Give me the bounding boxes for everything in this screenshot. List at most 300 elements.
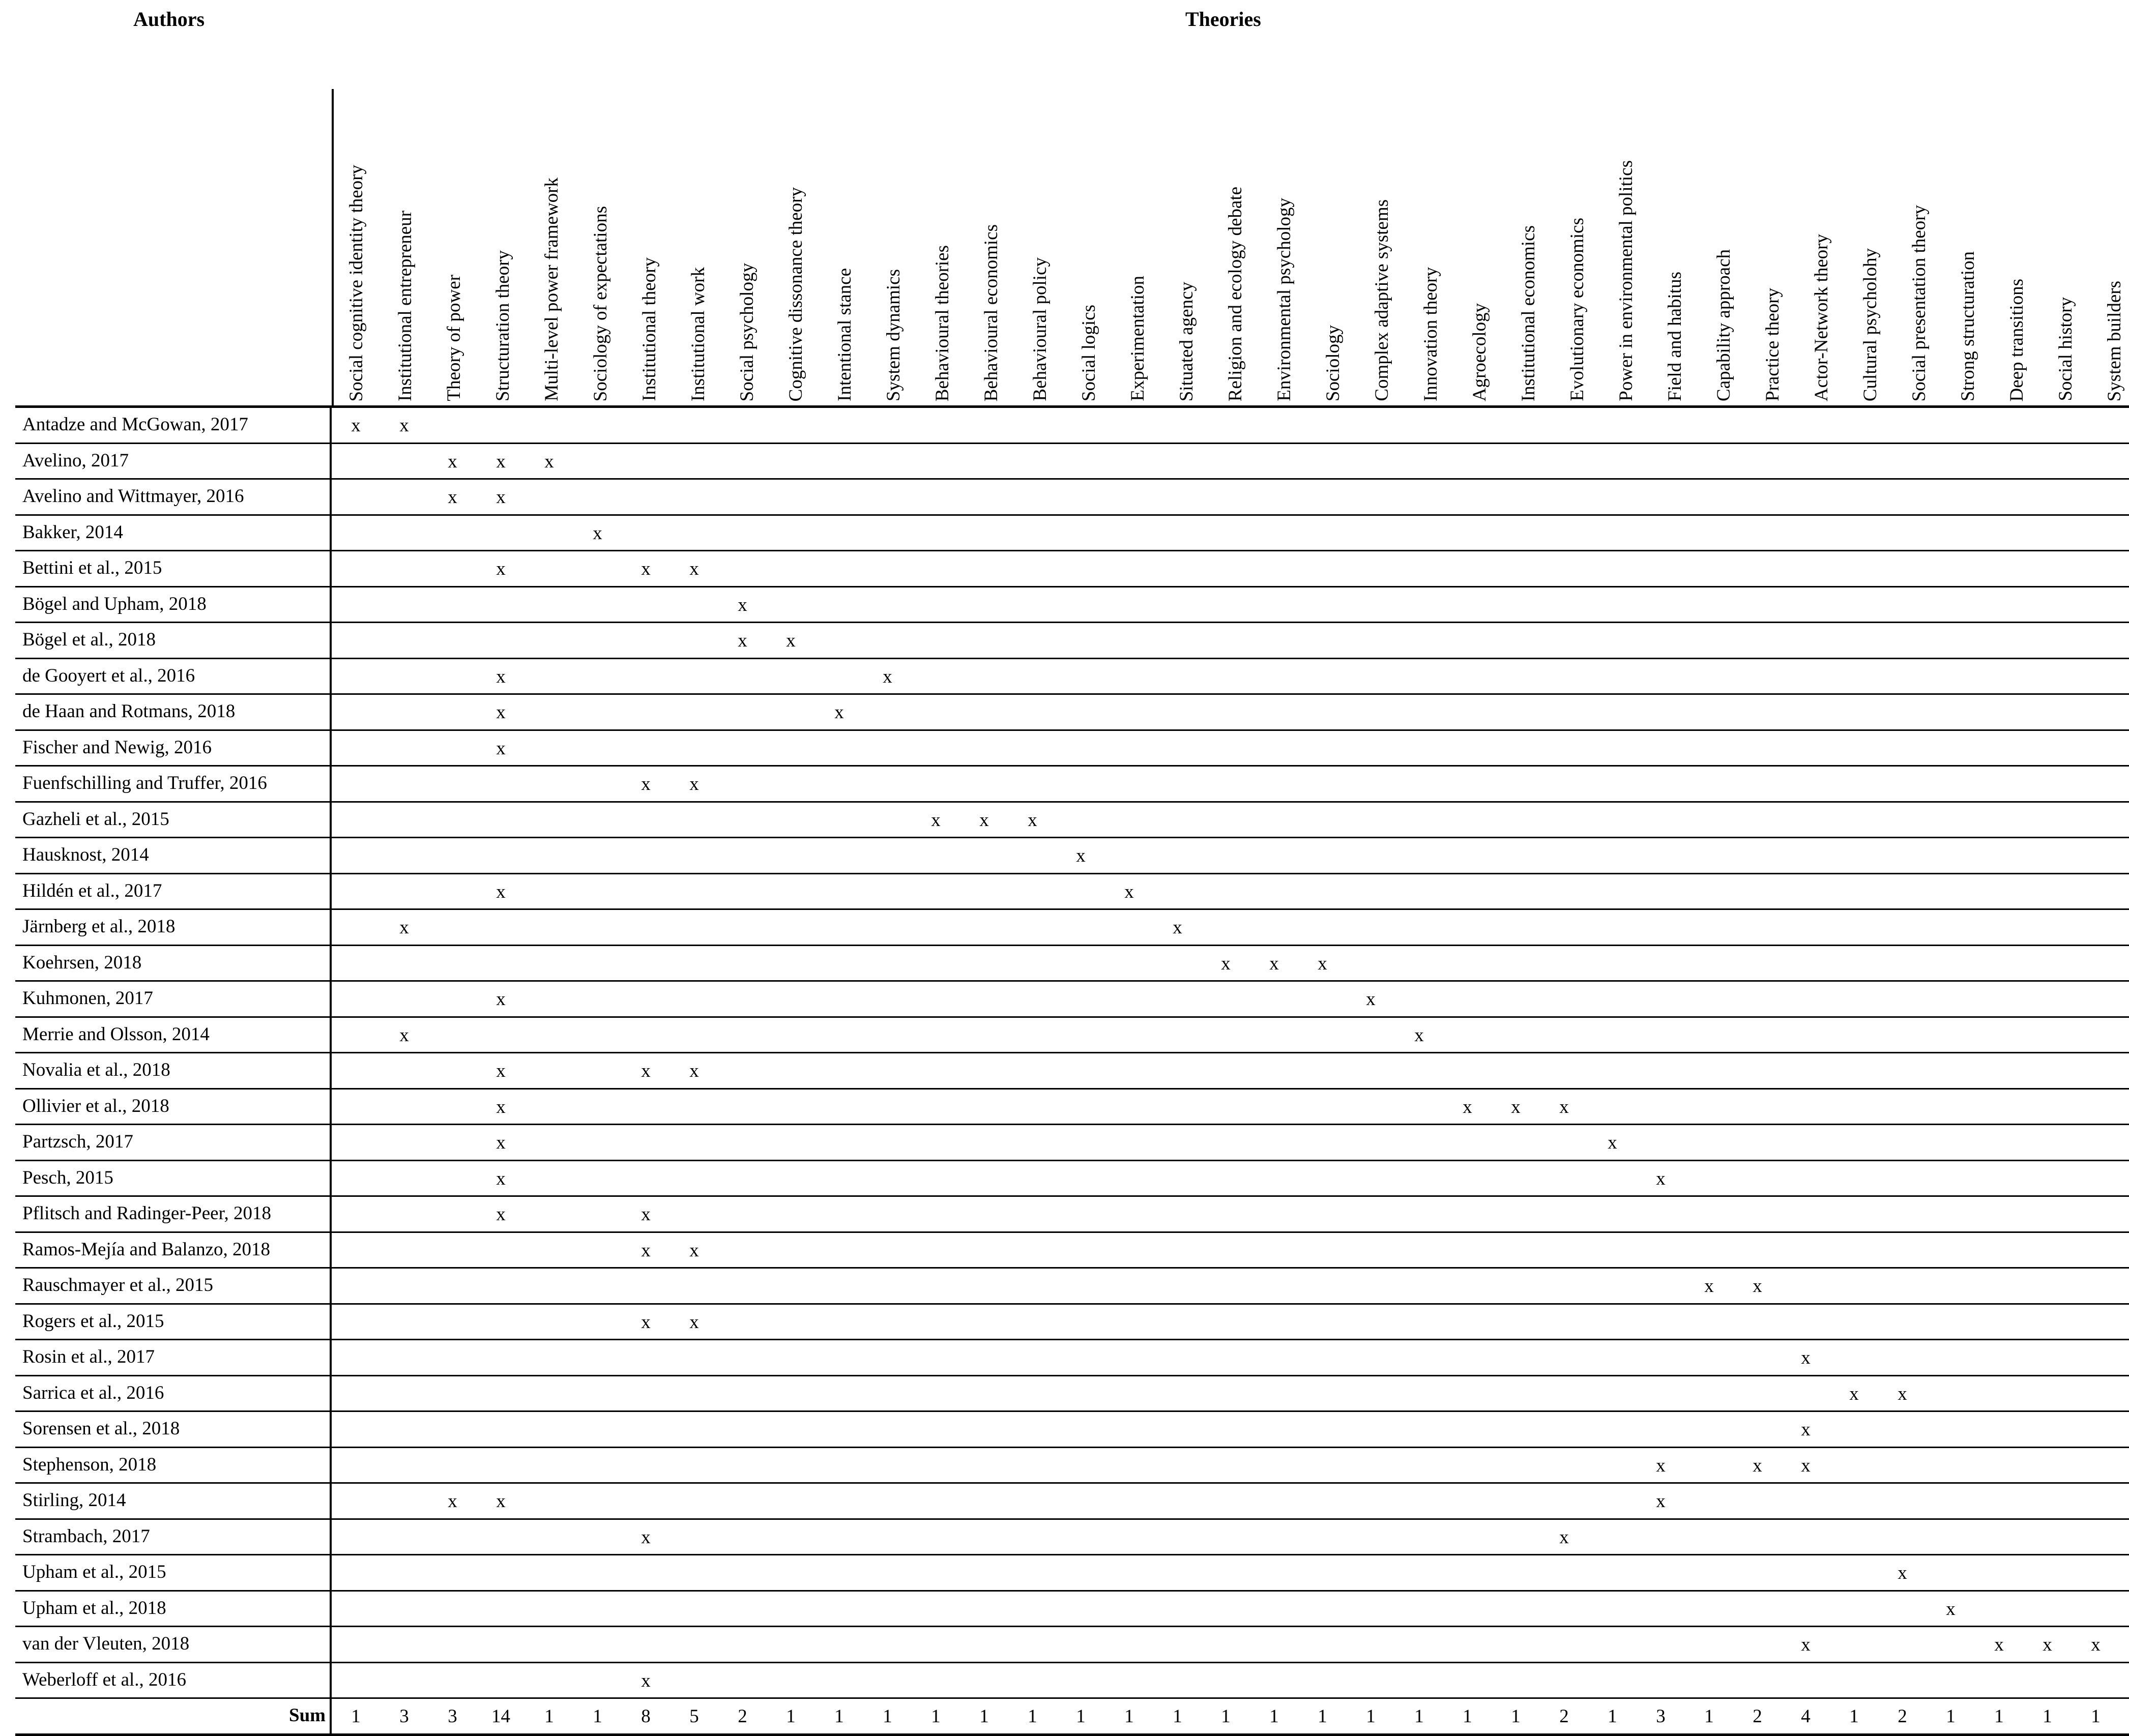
empty-cell [1927, 731, 1975, 766]
empty-cell [718, 1627, 767, 1662]
empty-cell [960, 1376, 1008, 1411]
empty-cell [1540, 1663, 1588, 1698]
empty-cell [573, 480, 622, 514]
table-row [15, 1053, 2129, 1090]
mark-cell: x [1366, 989, 1376, 1010]
empty-cell [815, 1448, 863, 1483]
empty-cell [380, 982, 428, 1016]
empty-cell [1733, 874, 1782, 909]
empty-cell [1685, 1053, 1733, 1088]
empty-cell [1540, 1340, 1588, 1375]
empty-cell [1395, 1412, 1443, 1447]
empty-cell [332, 982, 380, 1016]
empty-cell [1105, 1484, 1153, 1518]
empty-cell [1830, 1592, 1878, 1626]
mark-cell: x [931, 809, 941, 831]
mark-cell: x [641, 1311, 651, 1333]
empty-cell [670, 587, 718, 622]
empty-cell [1298, 444, 1347, 479]
empty-cell [1878, 1233, 1927, 1268]
empty-cell [2072, 659, 2120, 694]
empty-cell [1878, 1161, 1927, 1196]
empty-cell [1008, 910, 1057, 945]
empty-cell [380, 1448, 428, 1483]
empty-cell [622, 1376, 670, 1411]
empty-cell [912, 1053, 960, 1088]
empty-cell [1927, 1233, 1975, 1268]
empty-cell [332, 1305, 380, 1339]
table-row [15, 551, 2129, 587]
empty-cell [573, 659, 622, 694]
empty-cell [477, 1305, 525, 1339]
sum-cell: 2 [1559, 1706, 1569, 1727]
empty-cell [622, 874, 670, 909]
empty-cell [573, 1592, 622, 1626]
empty-cell [1250, 516, 1298, 550]
empty-cell [1733, 444, 1782, 479]
empty-cell [863, 623, 912, 658]
empty-cell [1105, 838, 1153, 873]
empty-cell [1927, 1663, 1975, 1698]
empty-cell [1395, 910, 1443, 945]
empty-cell [718, 480, 767, 514]
empty-cell [1298, 516, 1347, 550]
empty-cell [1395, 1448, 1443, 1483]
empty-cell [525, 1484, 573, 1518]
empty-cell [767, 408, 815, 443]
empty-cell [1105, 1376, 1153, 1411]
empty-cell [1975, 659, 2023, 694]
empty-cell [1927, 1090, 1975, 1124]
empty-cell [1202, 910, 1250, 945]
empty-cell [1298, 1627, 1347, 1662]
empty-cell [1250, 408, 1298, 443]
empty-cell [1395, 480, 1443, 514]
empty-cell [2023, 1018, 2072, 1052]
empty-cell [1492, 910, 1540, 945]
theory-column-header [676, 89, 724, 405]
empty-cell [622, 659, 670, 694]
empty-cell [815, 1269, 863, 1303]
empty-cell [2023, 1448, 2072, 1483]
empty-cell [1830, 1520, 1878, 1554]
mark-cell: x [1656, 1491, 1666, 1512]
author-cell: Ollivier et al., 2018 [15, 1090, 332, 1124]
empty-cell [573, 1161, 622, 1196]
empty-cell [2072, 1233, 2120, 1268]
empty-cell [622, 982, 670, 1016]
empty-cell [380, 1555, 428, 1590]
theory-column-header [920, 89, 969, 405]
empty-cell [622, 623, 670, 658]
mark-cell: x [641, 558, 651, 579]
empty-cell [1733, 1197, 1782, 1231]
empty-cell [477, 1376, 525, 1411]
empty-cell [1202, 623, 1250, 658]
empty-cell [1153, 1340, 1202, 1375]
empty-cell [1298, 1484, 1347, 1518]
empty-cell [1975, 1520, 2023, 1554]
empty-cell [1685, 838, 1733, 873]
empty-cell [1395, 946, 1443, 981]
author-cell: Upham et al., 2015 [15, 1555, 332, 1590]
empty-cell [1927, 767, 1975, 801]
table-row [15, 1197, 2129, 1233]
theory-column-header [1555, 89, 1603, 405]
empty-cell [1153, 1197, 1202, 1231]
empty-cell [718, 767, 767, 801]
empty-cell [380, 1161, 428, 1196]
empty-cell [863, 1627, 912, 1662]
empty-cell [912, 1520, 960, 1554]
empty-cell [1685, 874, 1733, 909]
empty-cell [1057, 731, 1105, 766]
empty-cell [1347, 838, 1395, 873]
table-row [15, 1555, 2129, 1592]
empty-cell [767, 803, 815, 837]
empty-cell [2072, 1448, 2120, 1483]
empty-cell [718, 1663, 767, 1698]
empty-cell [1008, 1412, 1057, 1447]
table-row [15, 910, 2129, 946]
empty-cell [1395, 803, 1443, 837]
empty-cell [622, 695, 670, 729]
empty-cell [1153, 874, 1202, 909]
empty-cell [1250, 1663, 1298, 1698]
authors-heading: Authors [133, 8, 205, 31]
empty-cell [1008, 1018, 1057, 1052]
empty-cell [2023, 1090, 2072, 1124]
empty-cell [767, 1053, 815, 1088]
empty-cell [1008, 623, 1057, 658]
empty-cell [525, 982, 573, 1016]
empty-cell [2023, 874, 2072, 909]
empty-cell [1878, 623, 1927, 658]
empty-cell [1443, 767, 1492, 801]
empty-cell [1250, 1090, 1298, 1124]
empty-cell [1443, 1161, 1492, 1196]
empty-cell [815, 1053, 863, 1088]
empty-cell [332, 659, 380, 694]
empty-cell [332, 1233, 380, 1268]
empty-cell [912, 874, 960, 909]
table-row [15, 982, 2129, 1018]
empty-cell [767, 1376, 815, 1411]
author-cell: Hausknost, 2014 [15, 838, 332, 873]
empty-cell [1443, 1520, 1492, 1554]
empty-cell [477, 1663, 525, 1698]
theory-column-header [480, 89, 529, 405]
author-cell: Gazheli et al., 2015 [15, 803, 332, 837]
empty-cell [670, 444, 718, 479]
author-cell: Hildén et al., 2017 [15, 874, 332, 909]
theory-column-header [627, 89, 676, 405]
empty-cell [1733, 480, 1782, 514]
empty-cell [1057, 1484, 1105, 1518]
empty-cell [1733, 623, 1782, 658]
empty-cell [332, 587, 380, 622]
empty-cell [1830, 695, 1878, 729]
empty-cell [670, 803, 718, 837]
empty-cell [622, 1125, 670, 1160]
empty-cell [428, 587, 477, 622]
empty-cell [332, 1125, 380, 1160]
empty-cell [960, 1663, 1008, 1698]
theory-label: Practice theory [1762, 288, 1783, 401]
empty-cell [1105, 803, 1153, 837]
empty-cell [622, 803, 670, 837]
empty-cell [1637, 659, 1685, 694]
empty-cell [1057, 874, 1105, 909]
empty-cell [1057, 587, 1105, 622]
empty-cell [2023, 695, 2072, 729]
empty-cell [2072, 1018, 2120, 1052]
empty-cell [525, 408, 573, 443]
empty-cell [1492, 1269, 1540, 1303]
mark-cell: x [738, 594, 747, 615]
empty-cell [1347, 1520, 1395, 1554]
empty-cell [1298, 1053, 1347, 1088]
mark-cell: x [496, 702, 506, 723]
empty-cell [815, 1592, 863, 1626]
theory-label: Social logics [1078, 304, 1099, 401]
empty-cell [1008, 731, 1057, 766]
empty-cell [525, 695, 573, 729]
empty-cell [670, 516, 718, 550]
empty-cell [1830, 1125, 1878, 1160]
mark-cell: x [1269, 953, 1279, 974]
empty-cell [1878, 695, 1927, 729]
empty-cell [2072, 1555, 2120, 1590]
empty-cell [1250, 731, 1298, 766]
empty-cell [1830, 408, 1878, 443]
empty-cell [428, 946, 477, 981]
sum-cell: 5 [689, 1706, 699, 1727]
author-cell: Ramos-Mejía and Balanzo, 2018 [15, 1233, 332, 1268]
theory-label: Strong structuration [1958, 251, 1978, 401]
empty-cell [1540, 767, 1588, 801]
empty-cell [1008, 1376, 1057, 1411]
empty-cell [1540, 551, 1588, 586]
empty-cell [912, 1484, 960, 1518]
empty-cell [525, 551, 573, 586]
empty-cell [1975, 623, 2023, 658]
theory-column-header [1701, 89, 1750, 405]
mark-cell: x [641, 1061, 651, 1081]
empty-cell [1057, 1053, 1105, 1088]
author-cell: Rauschmayer et al., 2015 [15, 1269, 332, 1303]
empty-cell [1685, 1627, 1733, 1662]
empty-cell [1057, 1125, 1105, 1160]
mark-cell: x [1704, 1276, 1714, 1297]
empty-cell [1298, 659, 1347, 694]
empty-cell [960, 910, 1008, 945]
empty-cell [815, 1376, 863, 1411]
author-cell: Bögel and Upham, 2018 [15, 587, 332, 622]
empty-cell [1927, 838, 1975, 873]
empty-cell [2023, 1161, 2072, 1196]
empty-cell [960, 1448, 1008, 1483]
empty-cell [525, 767, 573, 801]
empty-cell [1008, 1627, 1057, 1662]
empty-cell [1347, 1018, 1395, 1052]
empty-cell [1878, 1125, 1927, 1160]
empty-cell [1830, 910, 1878, 945]
empty-cell [1830, 659, 1878, 694]
empty-cell [1153, 1663, 1202, 1698]
empty-cell [1153, 1053, 1202, 1088]
table-row [15, 1340, 2129, 1376]
empty-cell [1830, 1484, 1878, 1518]
empty-cell [428, 659, 477, 694]
empty-cell [1057, 1305, 1105, 1339]
empty-cell [1298, 1018, 1347, 1052]
empty-cell [1008, 1663, 1057, 1698]
empty-cell [1733, 982, 1782, 1016]
empty-cell [1637, 516, 1685, 550]
empty-cell [1057, 1412, 1105, 1447]
empty-cell [332, 1448, 380, 1483]
empty-cell [525, 946, 573, 981]
empty-cell [1250, 1161, 1298, 1196]
empty-cell [1733, 838, 1782, 873]
empty-cell [2072, 408, 2120, 443]
empty-cell [670, 1592, 718, 1626]
empty-cell [332, 623, 380, 658]
empty-cell [1298, 1448, 1347, 1483]
empty-cell [912, 1161, 960, 1196]
empty-cell [912, 551, 960, 586]
theory-label: Social presentation theory [1909, 204, 1930, 401]
empty-cell [1540, 1018, 1588, 1052]
table-row [15, 838, 2129, 874]
empty-cell [1492, 444, 1540, 479]
empty-cell [1153, 587, 1202, 622]
table-row [15, 444, 2129, 480]
empty-cell [670, 408, 718, 443]
empty-cell [718, 982, 767, 1016]
empty-cell [1733, 1053, 1782, 1088]
empty-cell [525, 587, 573, 622]
theory-label: Multi-level power framework [541, 178, 562, 401]
empty-cell [1927, 982, 1975, 1016]
empty-cell [573, 695, 622, 729]
empty-cell [1878, 1090, 1927, 1124]
empty-cell [477, 838, 525, 873]
empty-cell [1878, 444, 1927, 479]
empty-cell [1395, 1484, 1443, 1518]
empty-cell [1637, 1627, 1685, 1662]
empty-cell [1540, 1305, 1588, 1339]
empty-cell [2023, 587, 2072, 622]
empty-cell [960, 946, 1008, 981]
empty-cell [525, 1197, 573, 1231]
empty-cell [573, 551, 622, 586]
empty-cell [1298, 1520, 1347, 1554]
empty-cell [912, 516, 960, 550]
empty-cell [1492, 659, 1540, 694]
theory-column-header [2043, 89, 2092, 405]
empty-cell [477, 946, 525, 981]
empty-cell [1782, 1090, 1830, 1124]
empty-cell [477, 623, 525, 658]
empty-cell [525, 1555, 573, 1590]
empty-cell [1057, 551, 1105, 586]
empty-cell [1927, 1448, 1975, 1483]
theory-column-header [1115, 89, 1164, 405]
empty-cell [1105, 1053, 1153, 1088]
empty-cell [1347, 659, 1395, 694]
empty-cell [1347, 1233, 1395, 1268]
empty-cell [960, 587, 1008, 622]
empty-cell [815, 480, 863, 514]
sum-cell: 1 [1608, 1706, 1617, 1727]
empty-cell [332, 767, 380, 801]
table-row [15, 480, 2129, 516]
empty-cell [2023, 767, 2072, 801]
mark-cell: x [2091, 1634, 2101, 1655]
theory-column-header [334, 89, 383, 405]
empty-cell [1927, 1412, 1975, 1447]
author-cell: van der Vleuten, 2018 [15, 1627, 332, 1662]
empty-cell [2023, 1233, 2072, 1268]
mark-cell: x [689, 1240, 699, 1261]
empty-cell [1443, 1053, 1492, 1088]
empty-cell [2072, 1484, 2120, 1518]
empty-cell [1540, 444, 1588, 479]
empty-cell [767, 1412, 815, 1447]
empty-cell [573, 1376, 622, 1411]
empty-cell [477, 1340, 525, 1375]
empty-cell [1347, 874, 1395, 909]
empty-cell [863, 1125, 912, 1160]
empty-cell [670, 1161, 718, 1196]
mark-cell: x [1898, 1563, 1907, 1583]
empty-cell [428, 623, 477, 658]
empty-cell [1008, 1053, 1057, 1088]
sum-cell: 1 [544, 1706, 554, 1727]
empty-cell [1588, 1663, 1637, 1698]
empty-cell [1008, 1161, 1057, 1196]
empty-cell [1008, 1555, 1057, 1590]
empty-cell [525, 910, 573, 945]
empty-cell [1975, 1269, 2023, 1303]
empty-cell [718, 1448, 767, 1483]
empty-cell [863, 1448, 912, 1483]
theory-column-header [871, 89, 920, 405]
theory-label: System builders [2104, 280, 2125, 401]
empty-cell [525, 1161, 573, 1196]
empty-cell [1540, 659, 1588, 694]
empty-cell [1153, 695, 1202, 729]
table-row [15, 408, 2129, 444]
empty-cell [1008, 587, 1057, 622]
empty-cell [1685, 1125, 1733, 1160]
empty-cell [380, 1484, 428, 1518]
empty-cell [573, 1090, 622, 1124]
empty-cell [863, 1376, 912, 1411]
empty-cell [1057, 444, 1105, 479]
empty-cell [1685, 1592, 1733, 1626]
empty-cell [1540, 587, 1588, 622]
empty-cell [1975, 587, 2023, 622]
empty-cell [525, 1592, 573, 1626]
empty-cell [863, 838, 912, 873]
empty-cell [1057, 695, 1105, 729]
empty-cell [1685, 1484, 1733, 1518]
empty-cell [718, 1161, 767, 1196]
empty-cell [428, 767, 477, 801]
